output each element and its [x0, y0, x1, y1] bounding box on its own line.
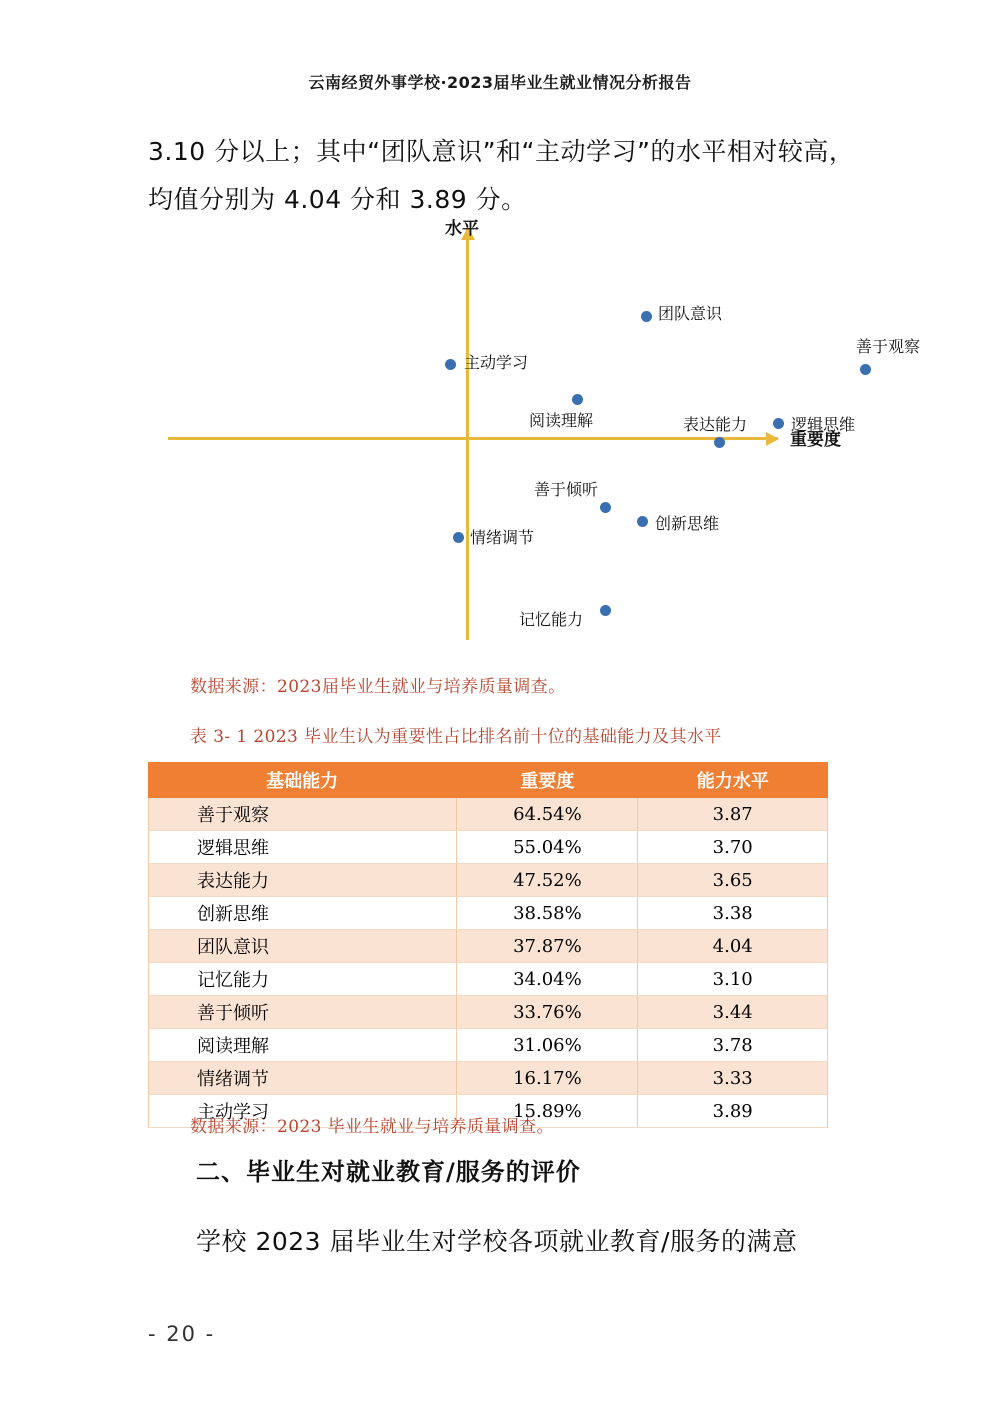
- table-caption: 表 3- 1 2023 毕业生认为重要性占比排名前十位的基础能力及其水平: [190, 727, 722, 747]
- table-cell: 3.87: [638, 798, 828, 831]
- chart-source-note: 数据来源：2023届毕业生就业与培养质量调查。: [190, 677, 566, 697]
- y-axis: [466, 240, 469, 640]
- chart-point-label: 情绪调节: [470, 528, 535, 547]
- table-cell: 31.06%: [457, 1029, 638, 1062]
- table-body: [149, 798, 828, 1128]
- table-cell: 创新思维: [149, 897, 457, 930]
- table-row: [149, 930, 828, 963]
- table-cell: 33.76%: [457, 996, 638, 1029]
- table-cell: 3.38: [638, 897, 828, 930]
- abilities-table: [148, 762, 828, 1128]
- table-cell: 团队意识: [149, 930, 457, 963]
- paragraph-section-body: 学校 2023 届毕业生对学校各项就业教育/服务的满意: [196, 1227, 798, 1256]
- page-header: 云南经贸外事学校·2023届毕业生就业情况分析报告: [308, 73, 692, 92]
- chart-point-label: 逻辑思维: [791, 415, 856, 434]
- table-row: [149, 798, 828, 831]
- chart-point: [641, 311, 652, 322]
- chart-point: [445, 359, 456, 370]
- table-row: [149, 963, 828, 996]
- table-cell: 55.04%: [457, 831, 638, 864]
- table-cell: 记忆能力: [149, 963, 457, 996]
- chart-point-label: 记忆能力: [519, 610, 584, 629]
- chart-point-label: 善于倾听: [534, 480, 599, 499]
- chart-point: [600, 605, 611, 616]
- table-row: [149, 1062, 828, 1095]
- table-cell: 3.44: [638, 996, 828, 1029]
- table-row: [149, 831, 828, 864]
- table-row: [149, 864, 828, 897]
- table-cell: 16.17%: [457, 1062, 638, 1095]
- table-cell: 38.58%: [457, 897, 638, 930]
- chart-point: [572, 394, 583, 405]
- chart-point: [773, 418, 784, 429]
- x-axis: [168, 437, 778, 440]
- chart-point-label: 团队意识: [658, 304, 723, 323]
- chart-point: [714, 437, 725, 448]
- table-cell: 34.04%: [457, 963, 638, 996]
- table-source-note: 数据来源：2023 毕业生就业与培养质量调查。: [190, 1117, 554, 1137]
- table-cell: 3.70: [638, 831, 828, 864]
- table-cell: 表达能力: [149, 864, 457, 897]
- chart-point: [600, 502, 611, 513]
- table-cell: 善于倾听: [149, 996, 457, 1029]
- chart-point: [453, 532, 464, 543]
- table-cell: 47.52%: [457, 864, 638, 897]
- table-header-cell: 能力水平: [638, 763, 828, 798]
- table-cell: 逻辑思维: [149, 831, 457, 864]
- table-row: [149, 897, 828, 930]
- table-cell: 主动学习: [149, 1095, 457, 1128]
- y-axis-label: 水平: [445, 219, 479, 239]
- table-cell: 15.89%: [457, 1095, 638, 1128]
- chart-point: [860, 364, 871, 375]
- section-heading: 二、毕业生对就业教育/服务的评价: [196, 1158, 581, 1186]
- table-header-cell: 重要度: [457, 763, 638, 798]
- table-row: [149, 1029, 828, 1062]
- table-cell: 3.78: [638, 1029, 828, 1062]
- chart-point: [637, 516, 648, 527]
- table-header-row: [149, 763, 828, 798]
- table-cell: 情绪调节: [149, 1062, 457, 1095]
- chart-point-label: 表达能力: [683, 415, 748, 434]
- table-cell: 37.87%: [457, 930, 638, 963]
- table-cell: 64.54%: [457, 798, 638, 831]
- table-row: [149, 996, 828, 1029]
- table-cell: 3.65: [638, 864, 828, 897]
- table-cell: 阅读理解: [149, 1029, 457, 1062]
- table-cell: 3.10: [638, 963, 828, 996]
- scatter-chart: [148, 219, 921, 652]
- table-cell: 善于观察: [149, 798, 457, 831]
- table-header-cell: 基础能力: [149, 763, 457, 798]
- page-number: - 20 -: [148, 1322, 216, 1346]
- table-cell: 3.89: [638, 1095, 828, 1128]
- x-axis-label: 重要度: [790, 430, 841, 450]
- chart-point-label: 主动学习: [464, 353, 529, 372]
- chart-point-label: 善于观察: [856, 337, 921, 356]
- paragraph-intro: 3.10 分以上；其中“团队意识”和“主动学习”的水平相对较高，均值分别为 4.04 分和 3.89 分。: [148, 137, 855, 214]
- chart-point-label: 创新思维: [655, 514, 720, 533]
- chart-point-label: 阅读理解: [529, 411, 594, 430]
- table-cell: 4.04: [638, 930, 828, 963]
- table-cell: 3.33: [638, 1062, 828, 1095]
